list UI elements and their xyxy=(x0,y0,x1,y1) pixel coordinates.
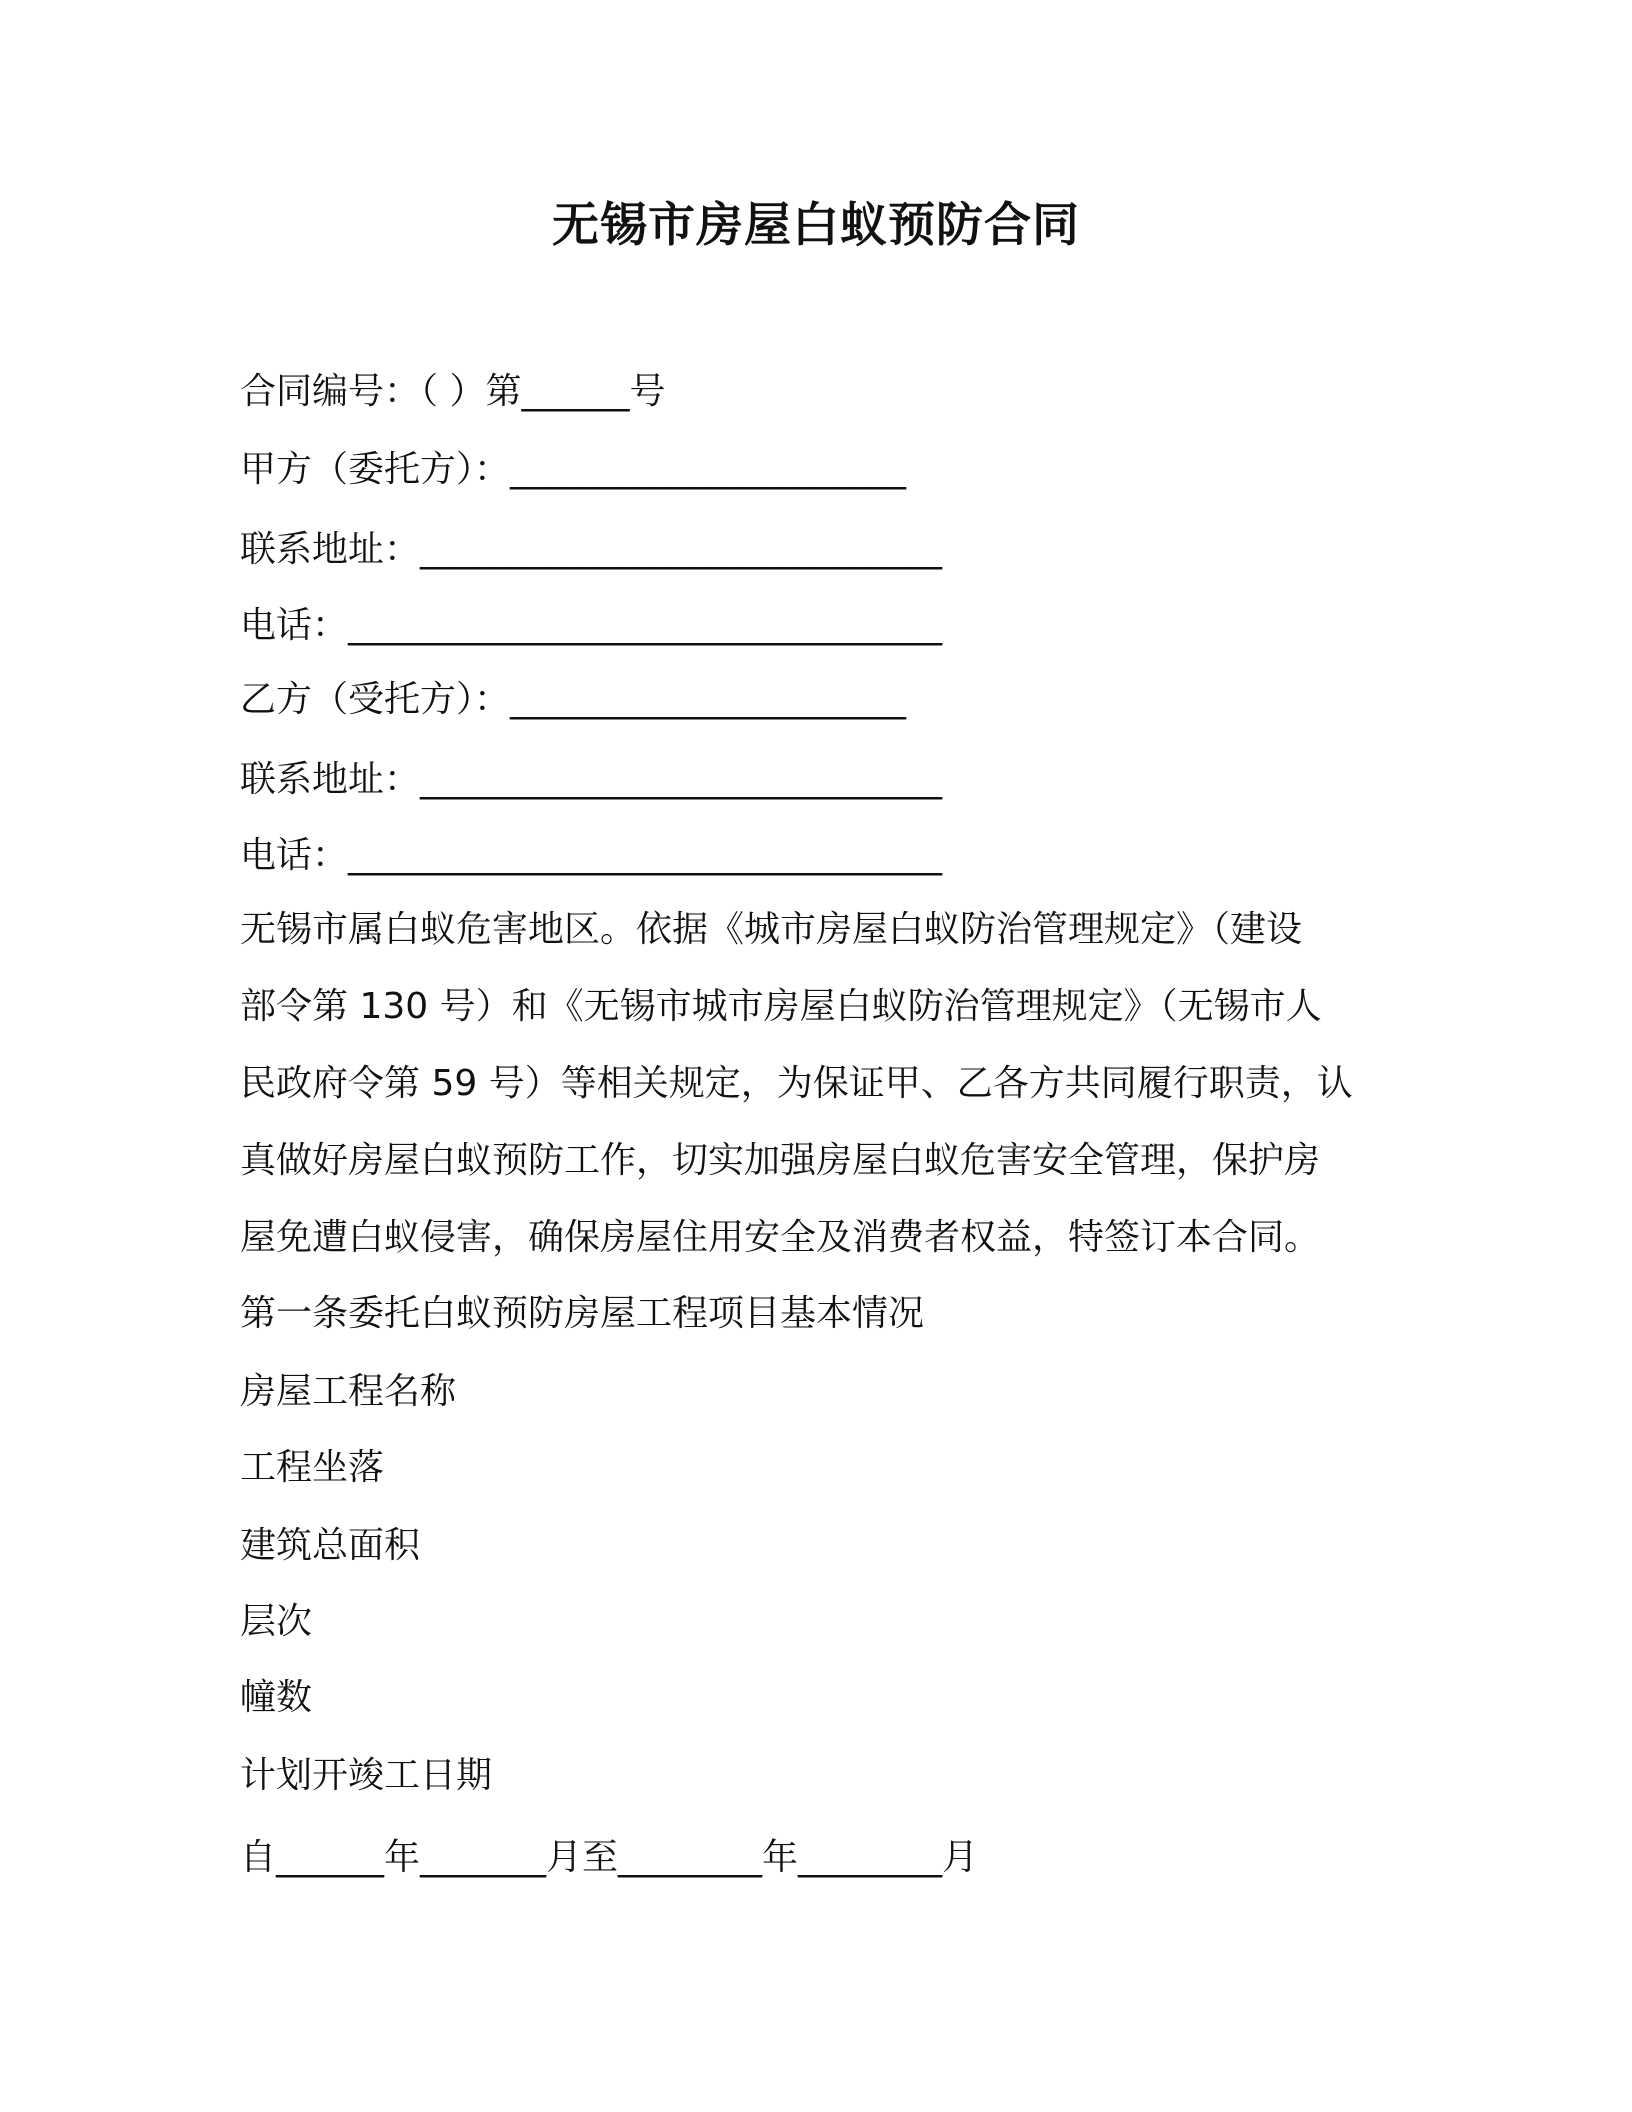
party-a-address-field: 联系地址：_____________________________ xyxy=(240,529,943,570)
item-project-location: 工程坐落 xyxy=(240,1447,385,1488)
intro-paragraph xyxy=(240,906,1400,1291)
party-b-address-field: 联系地址：_____________________________ xyxy=(240,759,943,800)
party-b-phone-field: 电话：_________________________________ xyxy=(240,835,943,876)
item-total-area: 建筑总面积 xyxy=(240,1525,421,1566)
item-floors: 层次 xyxy=(240,1601,313,1642)
party-a-phone-field: 电话：_________________________________ xyxy=(240,605,943,646)
item-schedule-range: 自______年_______月至________年________月 xyxy=(240,1837,978,1878)
item-project-name: 房屋工程名称 xyxy=(240,1371,457,1412)
intro-line: 民政府令第 59 号）等相关规定，为保证甲、乙各方共同履行职责，认 xyxy=(240,1063,1353,1104)
item-building-count: 幢数 xyxy=(240,1677,313,1718)
party-b-field: 乙方（受托方）：______________________ xyxy=(240,679,907,720)
intro-line: 无锡市属白蚁危害地区。依据《城市房屋白蚁防治管理规定》（建设 xyxy=(240,909,1303,950)
contract-number-field: 合同编号：（ ）第______号 xyxy=(240,371,666,412)
intro-line: 真做好房屋白蚁预防工作，切实加强房屋白蚁危害安全管理，保护房 xyxy=(240,1140,1321,1181)
document-title: 无锡市房屋白蚁预防合同 xyxy=(552,198,1080,253)
article-1-heading: 第一条委托白蚁预防房屋工程项目基本情况 xyxy=(240,1293,925,1334)
party-a-field: 甲方（委托方）：______________________ xyxy=(240,449,907,490)
intro-line: 屋免遭白蚁侵害，确保房屋住用安全及消费者权益，特签订本合同。 xyxy=(240,1217,1321,1258)
intro-line: 部令第 130 号）和《无锡市城市房屋白蚁防治管理规定》（无锡市人 xyxy=(240,986,1322,1027)
item-schedule-label: 计划开竣工日期 xyxy=(240,1755,493,1796)
